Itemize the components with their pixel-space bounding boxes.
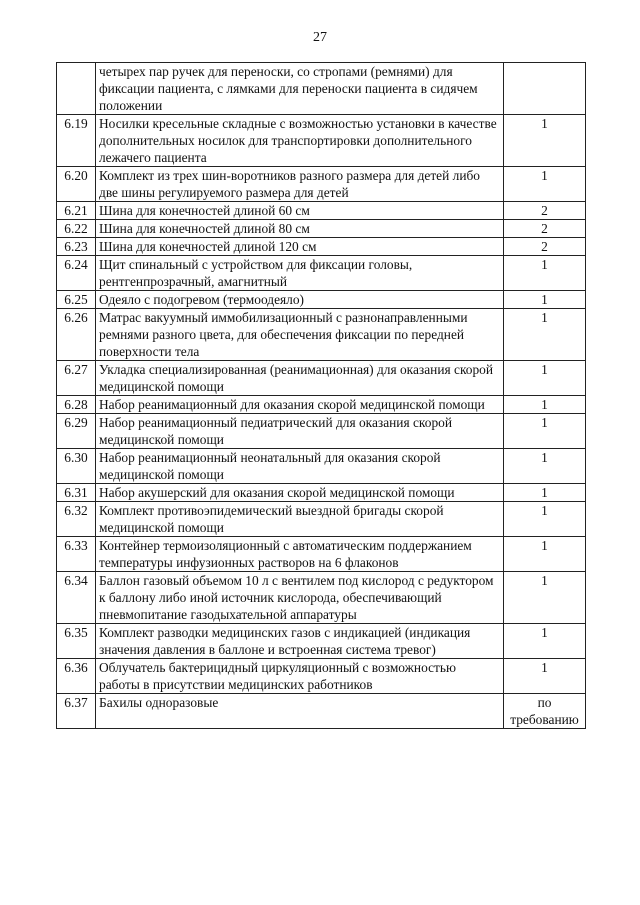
item-name: Набор реанимационный для оказания скорой медицинской помощи [96,396,504,414]
item-name: Набор реанимационный неонатальный для оказания скорой медицинской помощи [96,449,504,484]
table-row [57,659,586,694]
table-row [57,238,586,256]
item-name: Набор акушерский для оказания скорой медицинской помощи [96,484,504,502]
table-row [57,484,586,502]
item-name: Шина для конечностей длиной 60 см [96,202,504,220]
page-number: 27 [313,30,327,45]
item-name: Укладка специализированная (реанимационная) для оказания скорой медицинской помощи [96,361,504,396]
item-number: 6.35 [57,624,96,659]
item-name: четырех пар ручек для переноски, со стропами (ремнями) для фиксации пациента, с лямками для переноски пациента в сидячем положении [96,63,504,115]
item-name: Матрас вакуумный иммобилизационный с разнонаправленными ремнями разного цвета, для обеспечения фиксации по передней поверхности тела [96,309,504,361]
table-row [57,202,586,220]
item-quantity: 1 [504,256,586,291]
item-number: 6.28 [57,396,96,414]
item-name: Комплект противоэпидемический выездной бригады скорой медицинской помощи [96,502,504,537]
item-quantity: 1 [504,537,586,572]
item-name: Шина для конечностей длиной 80 см [96,220,504,238]
table-row [57,624,586,659]
item-quantity: 1 [504,309,586,361]
item-number: 6.37 [57,694,96,729]
item-number: 6.21 [57,202,96,220]
item-name: Одеяло с подогревом (термоодеяло) [96,291,504,309]
table-row [57,572,586,624]
table-row [57,414,586,449]
item-number: 6.30 [57,449,96,484]
item-quantity: 1 [504,484,586,502]
item-quantity: 2 [504,220,586,238]
equipment-table [56,62,586,729]
item-number: 6.19 [57,115,96,167]
item-number: 6.25 [57,291,96,309]
item-number [57,63,96,115]
table-row [57,220,586,238]
item-quantity: 2 [504,238,586,256]
item-number: 6.20 [57,167,96,202]
item-quantity: 1 [504,361,586,396]
table-row [57,115,586,167]
item-number: 6.32 [57,502,96,537]
item-quantity [504,63,586,115]
item-quantity: 1 [504,291,586,309]
table-row [57,449,586,484]
item-name: Облучатель бактерицидный циркуляционный с возможностью работы в присутствии медицинских работников [96,659,504,694]
table-row [57,63,586,115]
table-row [57,694,586,729]
item-quantity: 1 [504,414,586,449]
item-number: 6.36 [57,659,96,694]
item-number: 6.23 [57,238,96,256]
item-quantity: 1 [504,167,586,202]
item-quantity: 1 [504,115,586,167]
table-row [57,537,586,572]
item-number: 6.33 [57,537,96,572]
item-name: Бахилы одноразовые [96,694,504,729]
item-quantity: 1 [504,449,586,484]
item-number: 6.34 [57,572,96,624]
table-row [57,396,586,414]
table-row [57,502,586,537]
item-number: 6.22 [57,220,96,238]
item-name: Щит спинальный с устройством для фиксации головы, рентгенпрозрачный, амагнитный [96,256,504,291]
item-number: 6.29 [57,414,96,449]
item-number: 6.24 [57,256,96,291]
item-name: Контейнер термоизоляционный с автоматическим поддержанием температуры инфузионных растворов на 6 флаконов [96,537,504,572]
item-quantity: 1 [504,502,586,537]
table-row [57,167,586,202]
item-quantity: 1 [504,624,586,659]
item-name: Комплект из трех шин-воротников разного размера для детей либо две шины регулируемого размера для детей [96,167,504,202]
item-name: Набор реанимационный педиатрический для оказания скорой медицинской помощи [96,414,504,449]
item-number: 6.26 [57,309,96,361]
table-row [57,291,586,309]
table-row [57,309,586,361]
table-row [57,256,586,291]
item-name: Комплект разводки медицинских газов с индикацией (индикация значения давления в баллоне и встроенная система тревог) [96,624,504,659]
item-quantity: 1 [504,396,586,414]
item-quantity: по требованию [504,694,586,729]
item-quantity: 1 [504,659,586,694]
item-name: Шина для конечностей длиной 120 см [96,238,504,256]
item-number: 6.27 [57,361,96,396]
item-quantity: 1 [504,572,586,624]
table-row [57,361,586,396]
item-number: 6.31 [57,484,96,502]
item-quantity: 2 [504,202,586,220]
item-name: Носилки кресельные складные с возможностью установки в качестве дополнительных носилок для транспортировки дополнительного лежачего пациента [96,115,504,167]
item-name: Баллон газовый объемом 10 л с вентилем под кислород с редуктором к баллону либо иной источник кислорода, обеспечивающий пневмопитание газодыхательной аппаратуры [96,572,504,624]
equipment-table-body [57,63,586,729]
